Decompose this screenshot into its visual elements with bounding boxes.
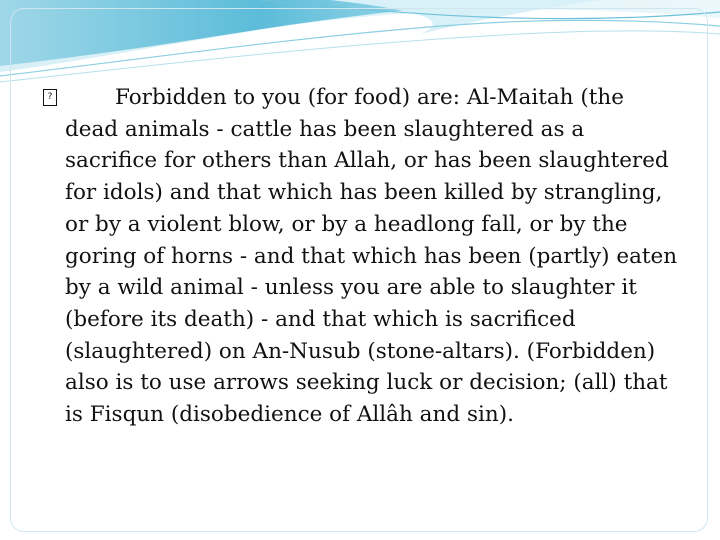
bullet-icon: ?: [43, 89, 57, 106]
wave-band-highlight: [330, 0, 600, 34]
slide-content: [42, 82, 682, 431]
bullet-item: [42, 82, 682, 431]
bullet-text: Forbidden to you (for food) are: Al-Maitah (the dead animals - cattle has been slaughtered as a sacrifice for others than Allah, or has been slaughtered for idols) and that which has been killed by strangling, or by a violent blow, or by a headlong fall, or by the goring of horns - and that which has been (partly) eaten by a wild animal - unless you are able to slaughter it (before its death) - and that which is sacrificed (slaughtered) on An-Nusub (stone-altars). (Forbidden) also is to use arrows seeking luck or decision; (all) that is Fisqun (disobedience of Allâh and sin).: [65, 85, 678, 428]
header-wave-decoration: [0, 0, 720, 85]
